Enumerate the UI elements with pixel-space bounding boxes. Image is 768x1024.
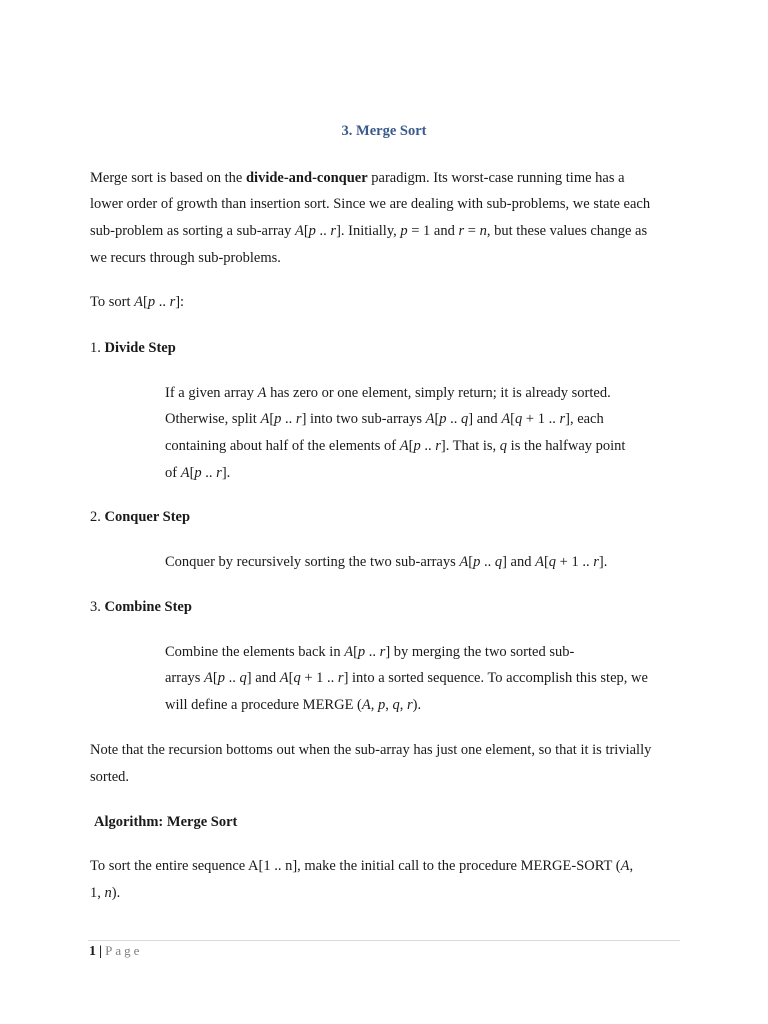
footer-divider [88,940,680,941]
text-run: To sort [90,294,135,310]
text-run: [ [543,554,549,570]
step-3-line-3 [165,697,421,714]
math-var: n [479,223,487,239]
text-run: [ [510,411,516,427]
text-run: ]. That is, [440,438,500,454]
math-var: r [379,644,386,660]
text-run: , [399,697,407,713]
math-var: r [458,223,465,239]
step-3-line-1 [165,644,574,661]
text-run: ], each [565,411,604,427]
page-number: 1 [89,944,96,959]
text-run: ] and [502,554,536,570]
math-var: A [180,465,190,481]
text-run: .. [281,411,296,427]
text-run: + 1 .. [556,554,594,570]
text-run: [ [269,411,275,427]
text-run: ). [412,697,422,713]
step-2-heading [90,509,190,526]
math-var: p [274,411,282,427]
algorithm-label: Algorithm: Merge Sort [94,814,238,830]
intro-line-1 [90,170,625,187]
math-var: r [295,411,302,427]
text-run: Merge sort is based on the [90,170,246,186]
text-run: + 1 .. [300,670,338,686]
text-run: [ [288,670,294,686]
text-run: [ [189,465,195,481]
math-var: A [279,670,289,686]
math-var: p [413,438,421,454]
math-var: A [204,670,213,686]
step-label: Conquer Step [104,509,191,525]
text-run: [ [468,554,474,570]
text-run: .. [480,554,495,570]
step-3-line-2 [165,670,648,687]
math-var: r [169,294,176,310]
to-sort-line [90,294,184,311]
text-run: , [629,858,634,874]
math-var: q [499,438,508,454]
text-run: .. [201,465,217,481]
intro-line-3 [90,223,647,240]
text-run: ] and [246,670,280,686]
text-run: = 1 and [407,223,459,239]
math-var: q [239,670,247,686]
step-1-heading [90,340,176,357]
math-var: A [260,411,270,427]
note-line-1: Note that the recursion bottoms out when the sub-array has just one element, so that it is trivially [90,742,652,758]
math-var: r [216,465,222,481]
text-run: .. [225,670,240,686]
math-var: q [494,554,503,570]
math-var: A [257,385,267,401]
math-var: A [425,411,435,427]
intro-line-2: lower order of growth than insertion sort. Since we are dealing with sub-problems, we state each [90,196,651,212]
text-run: , [370,697,378,713]
math-var: A [134,294,143,310]
math-var: q [548,554,557,570]
text-run: .. [420,438,436,454]
math-var: A [535,554,544,570]
text-run: + 1 .. [522,411,560,427]
text-run: is the halfway point [507,438,626,454]
text-run: To sort the entire sequence A[1 .. n], make the initial call to the procedure MERGE-SORT ( [90,858,621,874]
text-run: sub-problem as sorting a sub-array [90,223,295,239]
text-run: If a given array [165,385,258,401]
text-run: [ [142,294,148,310]
math-var: A [501,411,511,427]
text-run: .. [315,223,331,239]
page-footer [89,943,142,960]
step-2-line-1 [165,554,607,571]
bold-term: divide-and-conquer [245,170,368,186]
step-number: 3. [90,599,105,615]
text-run: .. [155,294,170,310]
math-var: A [344,644,354,660]
math-var: r [593,554,599,570]
math-var: A [620,858,630,874]
text-run: [ [434,411,440,427]
text-run: ]. [598,554,608,570]
footer-separator: | [99,944,103,959]
text-run: arrays [165,670,205,686]
step-1-line-2 [165,411,604,428]
text-run: Conquer by recursively sorting the two sub-arrays [165,554,460,570]
math-var: A [459,554,469,570]
math-var: p [473,554,481,570]
text-run: [ [408,438,414,454]
text-run: ] into two sub-arrays [301,411,426,427]
step-1-line-4 [165,465,230,482]
section-title: 3. Merge Sort [341,123,427,139]
text-run: ] and [468,411,502,427]
step-number: 2. [90,509,105,525]
math-var: A [399,438,409,454]
text-run: [ [212,670,218,686]
text-run: ]. Initially, [336,223,401,239]
math-var: q [461,411,469,427]
math-var: r [435,438,441,454]
text-run: , [385,697,393,713]
text-run: .. [446,411,462,427]
step-3-heading [90,599,192,616]
math-var: p [357,644,366,660]
step-number: 1. [90,340,105,356]
text-run: ] by merging the two sorted sub- [385,644,575,660]
text-run: , but these values change as [486,223,648,239]
text-run: .. [365,644,380,660]
text-run: has zero or one element, simply return; it is already sorted. [266,385,611,401]
text-run: Otherwise, split [165,411,261,427]
step-1-line-1 [165,385,611,402]
math-var: q [293,670,301,686]
text-run: ). [111,885,121,901]
text-run: will define a procedure MERGE ( [165,697,362,713]
text-run: [ [353,644,358,660]
math-var: p [378,697,386,713]
math-var: p [217,670,225,686]
math-var: p [194,465,202,481]
math-var: q [515,411,523,427]
math-var: A [361,697,371,713]
final-line-1 [90,858,633,875]
math-var: r [330,223,337,239]
math-var: p [439,411,447,427]
step-label: Combine Step [104,599,192,615]
math-var: p [147,294,156,310]
math-var: r [407,697,413,713]
step-label: Divide Step [104,340,176,356]
text-run: [ [303,223,309,239]
text-run: of [165,465,181,481]
math-var: A [294,223,304,239]
text-run: ]. [221,465,231,481]
math-var: p [400,223,408,239]
page-word: Page [105,943,143,958]
math-var: r [559,411,566,427]
math-var: r [337,670,344,686]
text-run: paradigm. Its worst-case running time has a [367,170,625,186]
text-run: ]: [175,294,185,310]
text-run: 1, [90,885,105,901]
algorithm-heading [94,814,237,831]
math-var: n [104,885,112,901]
text-run: = [464,223,480,239]
math-var: q [392,697,400,713]
note-line-2: sorted. [90,769,130,785]
math-var: p [308,223,316,239]
text-run: ] into a sorted sequence. To accomplish this step, we [343,670,648,686]
final-line-2 [90,885,120,902]
step-1-line-3 [165,438,625,455]
text-run: Combine the elements back in [165,644,345,660]
intro-line-4: we recurs through sub-problems. [90,250,281,266]
text-run: containing about half of the elements of [165,438,400,454]
